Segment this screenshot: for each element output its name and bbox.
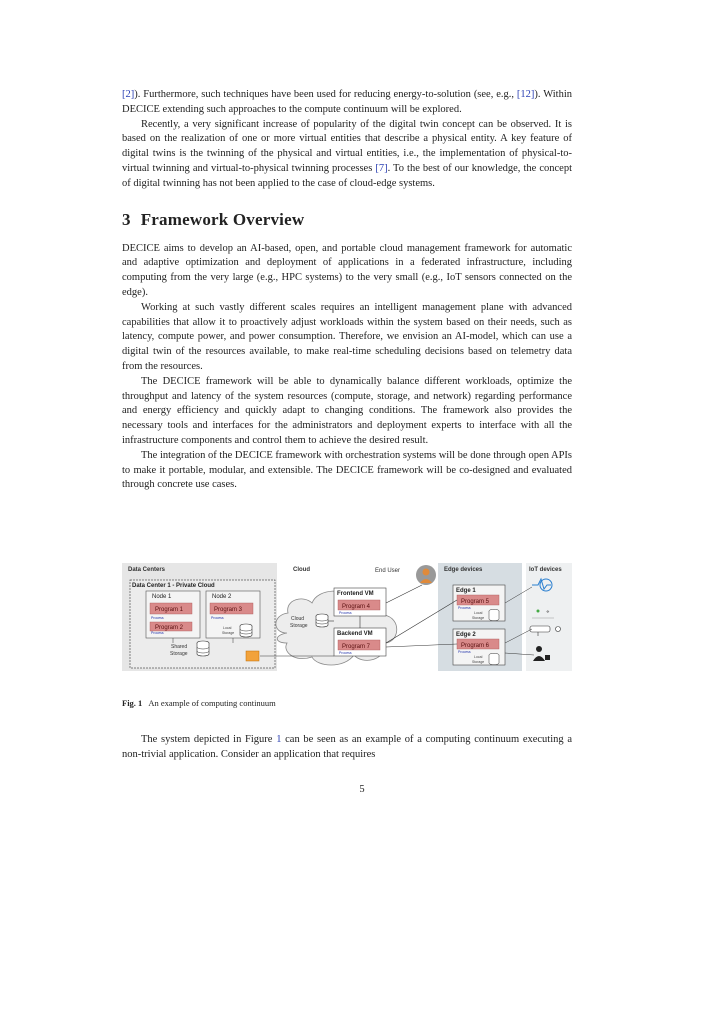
connector [386,585,422,603]
cloud-storage-label: Storage [290,623,308,629]
process-label: Process [458,606,471,610]
figure-caption: Fig. 1 An example of computing continuum [122,698,276,708]
paragraph-after-figure: The system depicted in Figure 1 can be seen as an example of a computing continuum executing a non-trivial application. Consider an application that requires [122,734,572,760]
data-centers-label: Data Centers [128,567,166,573]
svg-text:❖: ❖ [546,609,550,614]
program-3-label: Program 3 [214,607,243,613]
page-number: 5 [359,784,365,795]
end-user-head [423,569,430,576]
process-label: Process [339,611,352,615]
paragraph-2: Recently, a very significant increase of popularity of the digital twin concept can be observed. It is based on the realization of one or more virtual entities that describe a physical entity. A key feature of digital twins is the twinning of the physical and virtual entities, i.e., the implementation of physical-to-virtual twinning and virtual-to-physical twinning processes [7]. To the best of our knowledge, the concept of digital twinning has not been applied to the case of cloud-edge systems. [122,118,572,189]
firewall-icon [246,651,259,661]
shared-storage-label: Shared [171,644,188,650]
page-body [122,88,572,493]
backend-vm-label: Backend VM [337,631,373,637]
program-7-label: Program 7 [342,644,371,650]
edge-1-storage-icon [489,609,499,620]
dc1-label: Data Center 1 - Private Cloud [132,583,215,589]
citation-12[interactable]: [12] [516,89,535,100]
citation-7[interactable]: [7] [375,162,388,174]
figure-reference[interactable]: 1 [276,734,282,745]
citation-2[interactable]: [2] [122,89,135,100]
edge-2-label: Edge 2 [456,632,476,638]
node-1-label: Node 1 [152,594,172,600]
after-figure-text [122,733,572,763]
paragraph-1: [2]). Furthermore, such techniques have been used for reducing energy-to-solution (see, e.g., [12]). Within DECICE extending such approaches to the compute continuum will be explored. [122,89,572,115]
node-2-label: Node 2 [212,594,232,600]
edge-1-label: Edge 1 [456,588,476,594]
edge-devices-label: Edge devices [444,567,483,573]
local-storage-label: Local [474,611,483,615]
local-storage-icon [240,624,252,637]
process-label: Process [339,651,352,655]
edge-2-storage-icon [489,653,499,664]
end-user-label: End User [375,568,401,574]
figure-diagram [122,563,572,673]
process-label: Process [151,616,164,620]
shared-storage-label: Storage [170,651,188,657]
frontend-vm-label: Frontend VM [337,591,374,597]
cloud-storage-label: Cloud [291,616,305,622]
iot-devices-label: IoT devices [529,567,562,573]
shared-storage-icon [197,641,209,656]
section-paragraph-2: Working at such vastly different scales requires an intelligent management plane with advanced capabilities that allow it to proactively adjust workloads within the system based on their needs, such as latency, compute power, and power consumption. Therefore, we envision an AI-model, which can use a digital twin of the resources available, to make real-time scheduling decisions based on telemetry data from the resources. [122,301,572,372]
cloud-storage-icon [316,614,328,627]
local-storage-label: Local [223,626,232,630]
section-paragraph-1: DECICE aims to develop an AI-based, open, and portable cloud management framework for automatic and adaptive optimization and deployment of applications in a federated infrastructure, including computing from the very large (e.g., HPC systems) to the very small (e.g., IoT sensors connected on the edge). [122,242,572,298]
program-6-label: Program 6 [461,643,490,649]
local-storage-label: Storage [472,616,485,620]
process-label: Process [151,631,164,635]
local-storage-label: Local [474,655,483,659]
section-paragraph-3: The DECICE framework will be able to dynamically balance different workloads, optimize the throughput and latency of the system resources (compute, storage, and network) regarding performance and energy efficiency and quickly adapt to changing conditions. The framework also provides the necessary tools and interfaces for the administrators and deployment experts to interface with all the infrastructure components and control them to achieve the desired result. [122,375,572,446]
local-storage-label: Storage [222,631,235,635]
program-2-label: Program 2 [155,625,184,631]
program-1-label: Program 1 [155,607,184,613]
section-paragraph-4: The integration of the DECICE framework with orchestration systems will be done through open APIs to make it portable, modular, and extensible. The DECICE framework will be co-designed and evaluated through concrete use cases. [122,449,572,491]
figure-computing-continuum [122,563,572,673]
process-label: Process [211,616,224,620]
local-storage-label: Storage [472,660,485,664]
program-4-label: Program 4 [342,604,371,610]
section-heading: 3 Framework Overview [122,209,305,229]
program-5-label: Program 5 [461,599,490,605]
cloud-label: Cloud [293,567,310,573]
process-label: Process [458,650,471,654]
